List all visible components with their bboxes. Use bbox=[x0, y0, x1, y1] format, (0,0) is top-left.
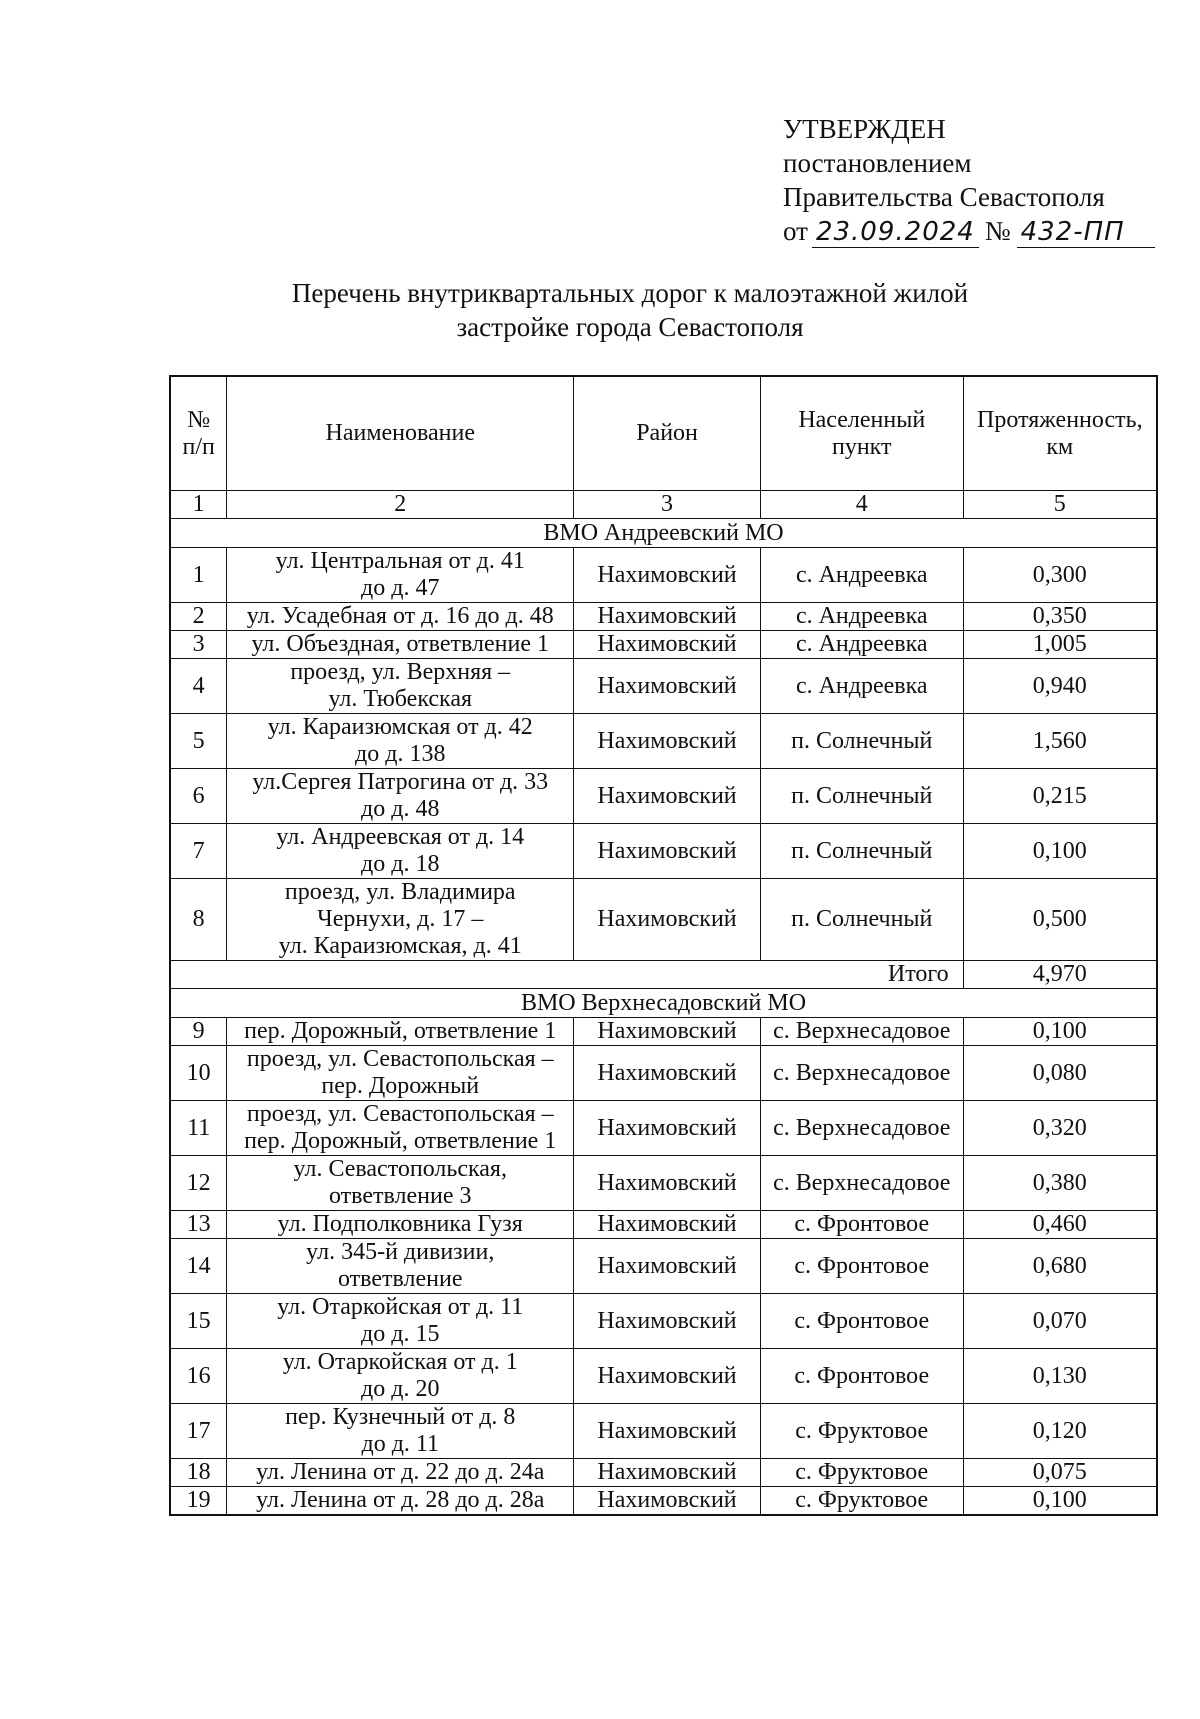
row-number: 9 bbox=[170, 1018, 227, 1046]
table-row bbox=[170, 659, 1157, 714]
settlement: с. Андреевка bbox=[760, 548, 963, 603]
road-length: 0,075 bbox=[963, 1459, 1157, 1487]
row-number: 3 bbox=[170, 631, 227, 659]
district: Нахимовский bbox=[574, 1046, 761, 1101]
road-length: 0,350 bbox=[963, 603, 1157, 631]
title-line-1: Перечень внутриквартальных дорог к малоэтажной жилой bbox=[291, 278, 969, 308]
settlement: с. Фронтовое bbox=[760, 1239, 963, 1294]
settlement: п. Солнечный bbox=[760, 824, 963, 879]
road-length: 0,215 bbox=[963, 769, 1157, 824]
row-number: 12 bbox=[170, 1156, 227, 1211]
section-header-row bbox=[170, 989, 1157, 1018]
row-number: 6 bbox=[170, 769, 227, 824]
settlement: п. Солнечный bbox=[760, 714, 963, 769]
district: Нахимовский bbox=[574, 879, 761, 961]
header-district: Район bbox=[574, 376, 761, 491]
district: Нахимовский bbox=[574, 659, 761, 714]
district: Нахимовский bbox=[574, 1239, 761, 1294]
settlement: с. Верхнесадовое bbox=[760, 1046, 963, 1101]
table-body bbox=[170, 491, 1157, 1516]
table-row bbox=[170, 879, 1157, 961]
row-number: 2 bbox=[170, 603, 227, 631]
approval-line-resolution: постановлением bbox=[783, 148, 972, 178]
settlement: с. Верхнесадовое bbox=[760, 1156, 963, 1211]
district: Нахимовский bbox=[574, 714, 761, 769]
column-numbers-row bbox=[170, 491, 1157, 519]
table-row bbox=[170, 1018, 1157, 1046]
total-label: Итого bbox=[170, 961, 963, 989]
road-name: ул.Сергея Патрогина от д. 33 до д. 48 bbox=[227, 769, 574, 824]
road-name: ул. Подполковника Гузя bbox=[227, 1211, 574, 1239]
roads-table bbox=[169, 375, 1158, 1516]
table-row bbox=[170, 603, 1157, 631]
district: Нахимовский bbox=[574, 1018, 761, 1046]
settlement: с. Верхнесадовое bbox=[760, 1101, 963, 1156]
road-name: ул. Ленина от д. 22 до д. 24а bbox=[227, 1459, 574, 1487]
table-row bbox=[170, 1211, 1157, 1239]
road-name: проезд, ул. Севастопольская – пер. Дорожный bbox=[227, 1046, 574, 1101]
settlement: с. Андреевка bbox=[760, 603, 963, 631]
district: Нахимовский bbox=[574, 1156, 761, 1211]
road-name: ул. Центральная от д. 41 до д. 47 bbox=[227, 548, 574, 603]
district: Нахимовский bbox=[574, 1211, 761, 1239]
approval-heading: УТВЕРЖДЕН bbox=[783, 114, 946, 144]
district: Нахимовский bbox=[574, 603, 761, 631]
road-length: 0,130 bbox=[963, 1349, 1157, 1404]
row-number: 19 bbox=[170, 1487, 227, 1516]
row-number: 8 bbox=[170, 879, 227, 961]
approval-block bbox=[783, 112, 1155, 248]
total-row bbox=[170, 961, 1157, 989]
road-length: 0,940 bbox=[963, 659, 1157, 714]
road-name: ул. Севастопольская, ответвление 3 bbox=[227, 1156, 574, 1211]
road-length: 0,320 bbox=[963, 1101, 1157, 1156]
table-row bbox=[170, 548, 1157, 603]
settlement: с. Фронтовое bbox=[760, 1294, 963, 1349]
table-row bbox=[170, 714, 1157, 769]
row-number: 4 bbox=[170, 659, 227, 714]
road-length: 0,100 bbox=[963, 1018, 1157, 1046]
road-name: ул. 345-й дивизии, ответвление bbox=[227, 1239, 574, 1294]
title-line-2: застройке города Севастополя bbox=[456, 312, 804, 342]
header-length: Протяженность, км bbox=[963, 376, 1157, 491]
table-row bbox=[170, 1156, 1157, 1211]
date-prefix: от bbox=[783, 216, 808, 246]
row-number: 14 bbox=[170, 1239, 227, 1294]
district: Нахимовский bbox=[574, 824, 761, 879]
table-row bbox=[170, 1046, 1157, 1101]
settlement: п. Солнечный bbox=[760, 879, 963, 961]
number-prefix: № bbox=[984, 216, 1011, 246]
table-row bbox=[170, 1459, 1157, 1487]
row-number: 13 bbox=[170, 1211, 227, 1239]
road-length: 0,460 bbox=[963, 1211, 1157, 1239]
settlement: с. Андреевка bbox=[760, 631, 963, 659]
handwritten-date: 23.09.2024 bbox=[812, 217, 979, 248]
district: Нахимовский bbox=[574, 1101, 761, 1156]
table-row bbox=[170, 769, 1157, 824]
road-length: 1,005 bbox=[963, 631, 1157, 659]
table-row bbox=[170, 1349, 1157, 1404]
section-title: ВМО Верхнесадовский МО bbox=[170, 989, 1157, 1018]
document-title bbox=[180, 276, 1080, 344]
road-name: проезд, ул. Владимира Чернухи, д. 17 – ул. Караизюмская, д. 41 bbox=[227, 879, 574, 961]
approval-date-line bbox=[783, 214, 1155, 248]
table-row bbox=[170, 1294, 1157, 1349]
district: Нахимовский bbox=[574, 769, 761, 824]
header-number: № п/п bbox=[170, 376, 227, 491]
row-number: 7 bbox=[170, 824, 227, 879]
district: Нахимовский bbox=[574, 1459, 761, 1487]
district: Нахимовский bbox=[574, 631, 761, 659]
column-number: 1 bbox=[170, 491, 227, 519]
table-row bbox=[170, 631, 1157, 659]
column-number: 4 bbox=[760, 491, 963, 519]
table-row bbox=[170, 824, 1157, 879]
road-length: 1,560 bbox=[963, 714, 1157, 769]
settlement: с. Фронтовое bbox=[760, 1211, 963, 1239]
road-name: проезд, ул. Севастопольская – пер. Дорожный, ответвление 1 bbox=[227, 1101, 574, 1156]
row-number: 16 bbox=[170, 1349, 227, 1404]
road-name: проезд, ул. Верхняя – ул. Тюбекская bbox=[227, 659, 574, 714]
column-number: 2 bbox=[227, 491, 574, 519]
table-row bbox=[170, 1239, 1157, 1294]
row-number: 1 bbox=[170, 548, 227, 603]
road-length: 0,500 bbox=[963, 879, 1157, 961]
road-length: 0,120 bbox=[963, 1404, 1157, 1459]
settlement: с. Фруктовое bbox=[760, 1404, 963, 1459]
row-number: 17 bbox=[170, 1404, 227, 1459]
settlement: с. Фруктовое bbox=[760, 1487, 963, 1516]
row-number: 18 bbox=[170, 1459, 227, 1487]
settlement: с. Фруктовое bbox=[760, 1459, 963, 1487]
table-row bbox=[170, 1487, 1157, 1516]
section-header-row bbox=[170, 519, 1157, 548]
road-name: ул. Караизюмская от д. 42 до д. 138 bbox=[227, 714, 574, 769]
settlement: с. Верхнесадовое bbox=[760, 1018, 963, 1046]
district: Нахимовский bbox=[574, 1294, 761, 1349]
handwritten-number: 432-ПП bbox=[1017, 217, 1155, 248]
road-name: пер. Кузнечный от д. 8 до д. 11 bbox=[227, 1404, 574, 1459]
header-settlement: Населенный пункт bbox=[760, 376, 963, 491]
district: Нахимовский bbox=[574, 548, 761, 603]
road-name: ул. Ленина от д. 28 до д. 28а bbox=[227, 1487, 574, 1516]
road-length: 0,300 bbox=[963, 548, 1157, 603]
district: Нахимовский bbox=[574, 1487, 761, 1516]
row-number: 11 bbox=[170, 1101, 227, 1156]
table-header-row bbox=[170, 376, 1157, 491]
section-title: ВМО Андреевский МО bbox=[170, 519, 1157, 548]
district: Нахимовский bbox=[574, 1404, 761, 1459]
road-name: ул. Объездная, ответвление 1 bbox=[227, 631, 574, 659]
district: Нахимовский bbox=[574, 1349, 761, 1404]
road-length: 0,100 bbox=[963, 1487, 1157, 1516]
road-length: 0,380 bbox=[963, 1156, 1157, 1211]
road-length: 0,070 bbox=[963, 1294, 1157, 1349]
settlement: п. Солнечный bbox=[760, 769, 963, 824]
header-name: Наименование bbox=[227, 376, 574, 491]
road-name: ул. Отаркойская от д. 11 до д. 15 bbox=[227, 1294, 574, 1349]
road-length: 0,100 bbox=[963, 824, 1157, 879]
approval-line-government: Правительства Севастополя bbox=[783, 182, 1105, 212]
road-length: 0,680 bbox=[963, 1239, 1157, 1294]
road-name: пер. Дорожный, ответвление 1 bbox=[227, 1018, 574, 1046]
road-name: ул. Усадебная от д. 16 до д. 48 bbox=[227, 603, 574, 631]
total-value: 4,970 bbox=[963, 961, 1157, 989]
table-row bbox=[170, 1404, 1157, 1459]
settlement: с. Фронтовое bbox=[760, 1349, 963, 1404]
road-length: 0,080 bbox=[963, 1046, 1157, 1101]
settlement: с. Андреевка bbox=[760, 659, 963, 714]
row-number: 5 bbox=[170, 714, 227, 769]
table-row bbox=[170, 1101, 1157, 1156]
column-number: 5 bbox=[963, 491, 1157, 519]
row-number: 15 bbox=[170, 1294, 227, 1349]
column-number: 3 bbox=[574, 491, 761, 519]
road-name: ул. Отаркойская от д. 1 до д. 20 bbox=[227, 1349, 574, 1404]
row-number: 10 bbox=[170, 1046, 227, 1101]
road-name: ул. Андреевская от д. 14 до д. 18 bbox=[227, 824, 574, 879]
